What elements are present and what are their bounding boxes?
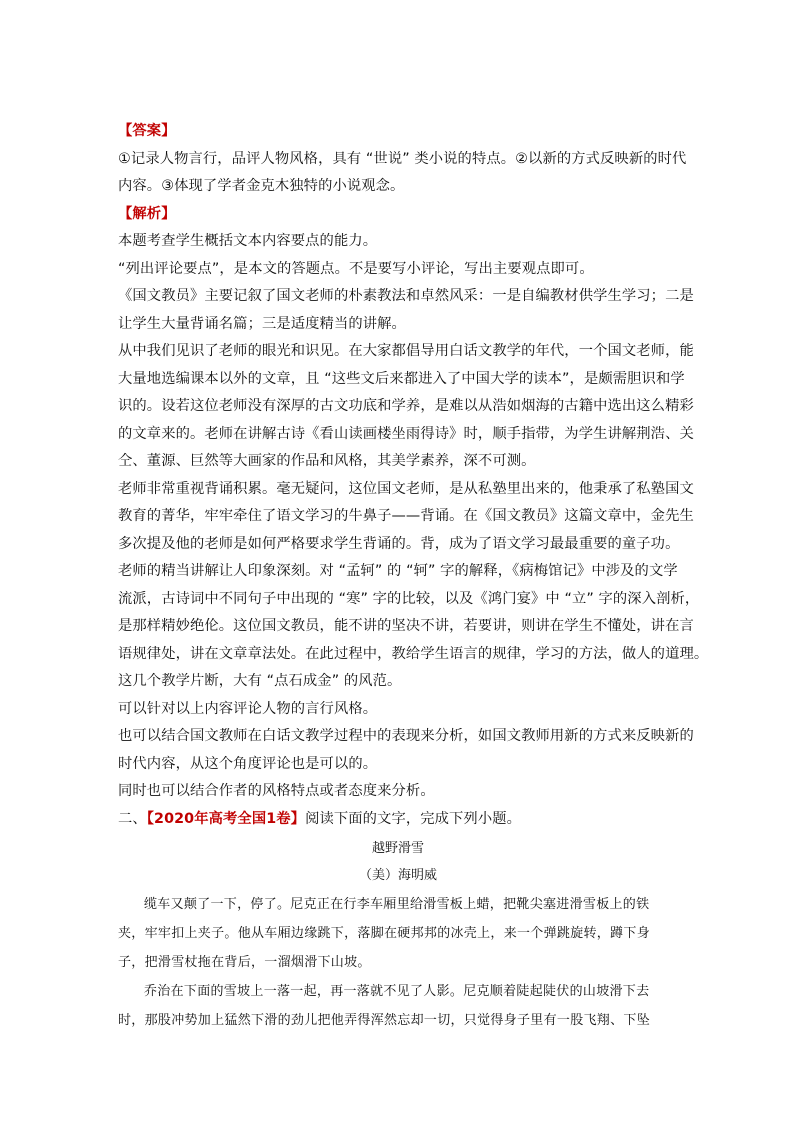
analysis-line: 语规律处，讲在文章章法处。在此过程中，教给学生语言的规律，学习的方法，做人的道理。 [118, 645, 709, 662]
analysis-line: 可以针对以上内容评论人物的言行风格。 [118, 700, 378, 717]
question-instruction: 阅读下面的文字，完成下列小题。 [305, 810, 522, 827]
analysis-line: 大量地选编课本以外的文章，且 “这些文后来都进入了中国大学的读本”，是颇需胆识和学 [118, 370, 685, 387]
analysis-line: 也可以结合国文教师在白话文教学过程中的表现来分析，如国文教师用新的方式来反映新的 [118, 728, 694, 744]
question-source: 【2020年高考全国1卷】 [146, 810, 306, 827]
analysis-line: “列出评论要点”，是本文的答题点。不是要写小评论，写出主要观点即可。 [118, 260, 594, 277]
analysis-line: 是那样精妙绝伦。这位国文教员，能不讲的坚决不讲，若要讲，则讲在学生不懂处，讲在言 [118, 618, 694, 634]
answer-line: 内容。③体现了学者金克木独特的小说观念。 [118, 178, 405, 194]
story-passage [118, 836, 678, 1035]
analysis-line: 多次提及他的老师是如何严格要求学生背诵的。背，成为了语文学习最最重要的童子功。 [118, 535, 680, 552]
question-number: 二、 [118, 810, 147, 827]
analysis-line: 流派，古诗词中不同句子中出现的 “寒” 字的比较，以及《鸿门宴》中 “立” 字的深入剖析， [118, 590, 700, 607]
story-line: 子，把滑雪杖拖在背后，一溜烟滑下山坡。 [118, 955, 371, 970]
story-title: 越野滑雪 [371, 841, 424, 856]
answer-analysis-section [118, 118, 709, 833]
analysis-line: 从中我们见识了老师的眼光和识见。在大家都倡导用白话文教学的年代，一个国文老师，能 [118, 343, 694, 359]
analysis-line: 时代内容，从这个角度评论也是可以的。 [118, 755, 378, 772]
analysis-line: 仝、董源、巨然等大画家的作品和风格，其美学素养，深不可测。 [118, 453, 536, 469]
story-line: 缆车又颠了一下，停了。尼克正在行李车厢里给滑雪板上蜡，把靴尖塞进滑雪板上的铁 [144, 897, 650, 912]
analysis-line: 教育的菁华，牢牢牵住了语文学习的牛鼻子——背诵。在《国文教员》这篇文章中，金先生 [118, 508, 694, 524]
analysis-line: 老师的精当讲解让人印象深刻。对 “孟轲” 的 “轲” 字的解释，《病梅馆记》中涉及的文学 [118, 563, 678, 579]
analysis-line: 同时也可以结合作者的风格特点或者态度来分析。 [118, 783, 435, 799]
analysis-line: 让学生大量背诵名篇；三是适度精当的讲解。 [118, 315, 406, 332]
analysis-line: 这几个教学片断，大有 “点石成金” 的风范。 [118, 673, 402, 689]
analysis-line: 老师非常重视背诵积累。毫无疑问，这位国文老师，是从私塾里出来的，他秉承了私塾国文 [118, 480, 694, 497]
answer-line: ①记录人物言行，品评人物风格，具有 “世说” 类小说的特点。②以新的方式反映新的时代 [118, 150, 687, 167]
answer-heading: 【答案】 [118, 123, 176, 139]
story-author: （美）海明威 [358, 868, 437, 883]
story-line: 时，那股冲势加上猛然下滑的劲儿把他弄得浑然忘却一切，只觉得身子里有一股飞翔、下坠 [118, 1013, 651, 1028]
analysis-line: 识的。设若这位老师没有深厚的古文功底和学养，是难以从浩如烟海的古籍中选出这么精彩 [118, 398, 694, 414]
analysis-line: 本题考查学生概括文本内容要点的能力。 [118, 233, 378, 249]
analysis-line: 《国文教员》主要记叙了国文老师的朴素教法和卓然风采：一是自编教材供学生学习；二是 [118, 288, 694, 304]
story-line: 夹，牢牢扣上夹子。他从车厢边缘跳下，落脚在硬邦邦的冰壳上，来一个弹跳旋转，蹲下身 [118, 926, 651, 941]
question-2-heading [118, 806, 678, 834]
analysis-heading: 【解析】 [118, 205, 176, 222]
story-line: 乔治在下面的雪坡上一落一起，再一落就不见了人影。尼克顺着陡起陡伏的山坡滑下去 [144, 984, 650, 999]
analysis-line: 的文章来的。老师在讲解古诗《看山读画楼坐雨得诗》时，顺手指带，为学生讲解荆浩、关 [118, 425, 694, 442]
